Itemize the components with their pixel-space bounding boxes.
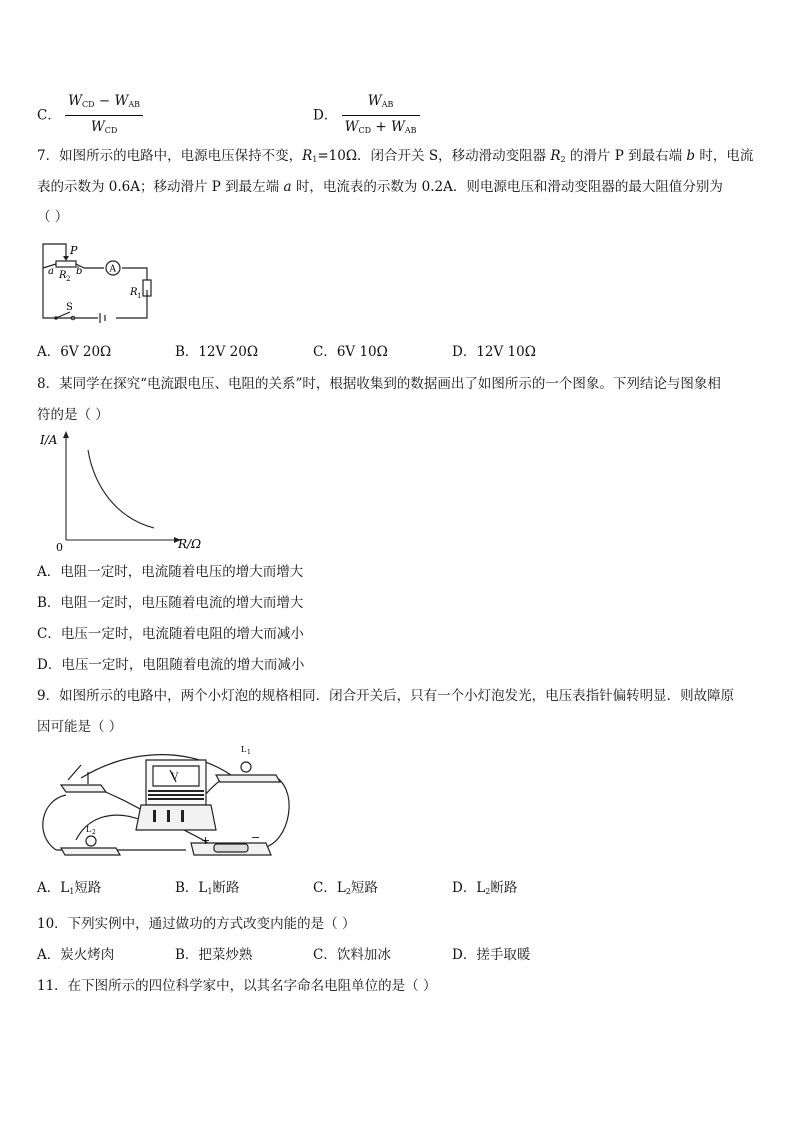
q7-label-p: P — [70, 244, 78, 257]
q6-option-d — [313, 92, 420, 140]
q7-stem-line3: （ ） — [37, 209, 69, 225]
q6-option-d-fraction: $\frac{W_{AB}}{W_{CD} + W_{AB}}$ — [342, 92, 420, 140]
q9-option-a: A．$L_1$短路 — [37, 880, 102, 896]
q8-option-d: D．电压一定时，电阻随着电流的增大而减小 — [37, 657, 305, 673]
q10-option-a: A．炭火烤肉 — [37, 947, 115, 963]
q8-x-axis-label: R/Ω — [178, 537, 202, 551]
q7-slider-arrow — [63, 256, 69, 261]
q8-origin-label: 0 — [56, 541, 63, 553]
q8-y-axis-label: I/A — [40, 433, 58, 447]
q10-stem: 10．下列实例中，通过做功的方式改变内能的是（ ） — [37, 916, 356, 932]
q8-y-axis-arrow — [63, 431, 69, 438]
q7-stem-line2: 表的示数为 0.6A；移动滑片 P 到最左端 a 时，电流表的示数为 0.2A．则电源电压和滑动变阻器的最大阻值分别为 — [37, 179, 723, 195]
q7-label-r2: R — [59, 270, 67, 281]
q9-option-d: D．$L_2$断路 — [452, 880, 518, 896]
q7-label-r1: R — [130, 287, 138, 298]
q8-inverse-curve — [88, 450, 154, 528]
q8-option-c: C．电压一定时，电流随着电阻的增大而减小 — [37, 626, 304, 642]
q7-label-switch: S — [66, 302, 73, 313]
q7-option-a: A．6V 20Ω — [37, 344, 112, 360]
q9-stem-line1: 9．如图所示的电路中，两个小灯泡的规格相同．闭合开关后，只有一个小灯泡发光，电压表指针偏转明显．则故障原 — [37, 688, 735, 704]
q9-label-plus: + — [201, 834, 211, 847]
q9-label-l1-sub: 1 — [247, 749, 251, 756]
q8-stem-line2: 符的是（ ） — [37, 407, 109, 423]
q8-option-b: B．电阻一定时，电压随着电流的增大而增大 — [37, 595, 304, 611]
q6-option-c-fraction: $\frac{W_{CD} - W_{AB}}{W_{CD}}$ — [65, 92, 143, 140]
q7-option-d: D．12V 10Ω — [452, 344, 536, 360]
q9-label-l2-sub: 2 — [92, 829, 96, 836]
q7-circuit-diagram — [36, 240, 156, 330]
q10-option-d: D．搓手取暖 — [452, 947, 531, 963]
q9-label-l2: L — [86, 825, 92, 834]
q9-circuit-photo — [36, 740, 296, 865]
q9-option-b: B．$L_1$断路 — [175, 880, 240, 896]
q7-option-b: B．12V 20Ω — [175, 344, 259, 360]
q7-label-a: a — [48, 266, 54, 277]
q7-label-b: b — [76, 266, 83, 277]
q9-label-l1: L — [241, 745, 247, 754]
q8-graph — [36, 428, 216, 553]
q8-option-a: A．电阻一定时，电流随着电压的增大而增大 — [37, 564, 304, 580]
q6-option-d-label: D． — [313, 107, 338, 124]
q7-switch-pivot — [54, 316, 58, 320]
q7-stem-line1: 7．如图所示的电路中，电源电压保持不变，$R_1=10\Omega$．闭合开关 S，移动滑动变阻器 $R_2$ 的滑片 P 到最右端 b 时，电流 — [37, 148, 754, 164]
q7-label-ammeter: A — [109, 264, 116, 275]
q7-option-c: C．6V 10Ω — [313, 344, 388, 360]
q7-label-r2-sub: 2 — [66, 275, 71, 283]
q9-option-c: C．$L_2$短路 — [313, 880, 378, 896]
q7-label-r1-sub: 1 — [137, 292, 142, 300]
q11-stem: 11．在下图所示的四位科学家中，以其名字命名电阻单位的是（ ） — [37, 978, 437, 994]
q8-stem-line1: 8．某同学在探究“电流跟电压、电阻的关系”时，根据收集到的数据画出了如图所示的一个图象。下列结论与图象相 — [37, 376, 721, 392]
q6-option-c — [37, 92, 143, 140]
q9-label-minus: − — [251, 831, 261, 844]
q9-label-voltmeter: V — [171, 772, 179, 783]
q10-option-c: C．饮料加冰 — [313, 947, 391, 963]
q6-option-c-label: C． — [37, 107, 61, 124]
q10-option-b: B．把菜炒熟 — [175, 947, 253, 963]
q9-stem-line2: 因可能是（ ） — [37, 719, 123, 735]
